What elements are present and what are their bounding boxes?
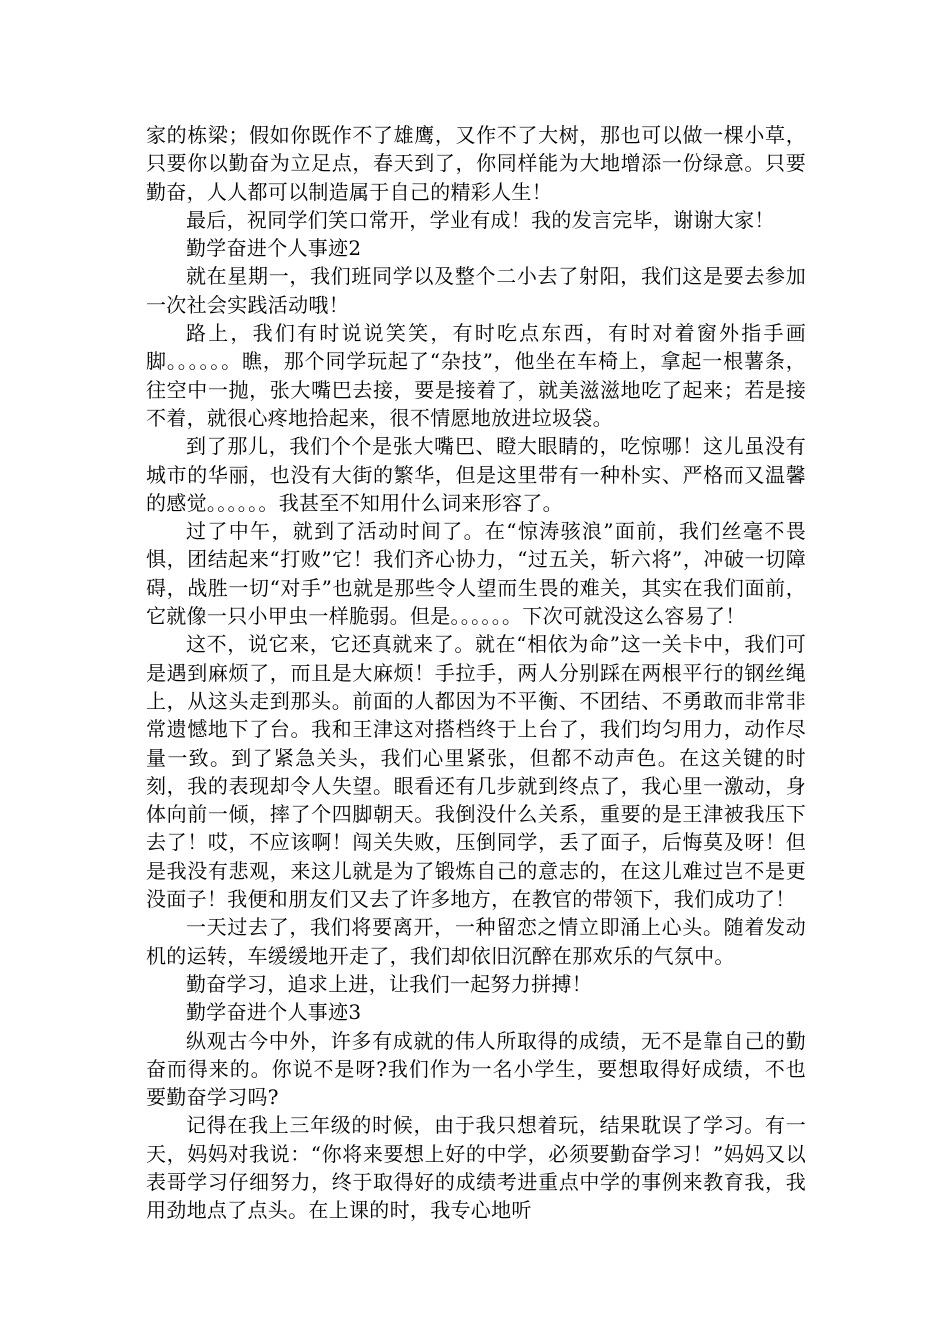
section-heading-3: 勤学奋进个人事迹3 xyxy=(186,1000,362,1025)
paragraph-5: 路上，我们有时说说笑笑，有时吃点东西，有时对着窗外指手画脚。。。。。。瞧，那个同学玩起了“杂技”，他坐在车椅上，拿起一根薯条，往空中一抛，张大嘴巴去接，要是接着了，就美滋滋地吃了起来；若是接不着，就很心疼地拾起来，很不情愿地放进垃圾袋。 xyxy=(146,321,806,430)
paragraph-4: 就在星期一，我们班同学以及整个二小去了射阳，我们这是要去参加一次社会实践活动哦！ xyxy=(146,264,806,317)
paragraph-9: 一天过去了，我们将要离开，一种留恋之情立即涌上心头。随着发动机的运转，车缓缓地开走了，我们却依旧沉醉在那欢乐的气氛中。 xyxy=(146,915,806,968)
paragraph-2: 最后，祝同学们笑口常开，学业有成！我的发言完毕，谢谢大家！ xyxy=(186,207,775,232)
section-heading-2: 勤学奋进个人事迹2 xyxy=(186,236,362,261)
paragraph-10: 勤奋学习，追求上进，让我们一起努力拼搏！ xyxy=(186,971,592,996)
paragraph-8: 这不，说它来，它还真就来了。就在“相依为命”这一关卡中，我们可是遇到麻烦了，而且是大麻烦！手拉手，两人分别踩在两根平行的钢丝绳上，从这头走到那头。前面的人都因为不平衡、不团结、不勇敢而非常非常遗憾地下了台。我和王津这对搭档终于上台了，我们均匀用力，动作尽量一致。到了紧急关头，我们心里紧张，但都不动声色。在这关键的时刻，我的表现却令人失望。眼看还有几步就到终点了，我心里一激动，身体向前一倾，摔了个四脚朝天。我倒没什么关系，重要的是王津被我压下去了！哎，不应该啊！闯关失败，压倒同学，丢了面子，后悔莫及呀！但是我没有悲观，来这儿就是为了锻炼自己的意志的，在这儿难过岂不是更没面子！我便和朋友们又去了许多地方，在教官的带领下，我们成功了！ xyxy=(146,632,806,912)
paragraph-12: 纵观古今中外，许多有成就的伟人所取得的成绩，无不是靠自己的勤奋而得来的。你说不是呀?我们作为一名小学生，要想取得好成绩，不也要勤奋学习吗? xyxy=(146,1028,806,1110)
paragraph-1: 家的栋梁；假如你既作不了雄鹰，又作不了大树，那也可以做一棵小草，只要你以勤奋为立足点，春天到了，你同样能为大地增添一份绿意。只要勤奋，人人都可以制造属于自己的精彩人生！ xyxy=(146,123,806,204)
paragraph-7: 过了中午，就到了活动时间了。在“惊涛骇浪”面前，我们丝毫不畏惧，团结起来“打败”它！我们齐心协力，“过五关，斩六将”，冲破一切障碍，战胜一切“对手”也就是那些令人望而生畏的难关，其实在我们面前，它就像一只小甲虫一样脆弱。但是。。。。。。下次可就没这么容易了！ xyxy=(146,519,806,629)
paragraph-6: 到了那儿，我们个个是张大嘴巴、瞪大眼睛的，吃惊哪！这儿虽没有城市的华丽，也没有大街的繁华，但是这里带有一种朴实、严格而又温馨的感觉。。。。。。我甚至不知用什么词来形容了。 xyxy=(146,434,806,515)
paragraph-13: 记得在我上三年级的时候，由于我只想着玩，结果耽误了学习。有一天，妈妈对我说：“你将来要想上好的中学，必须要勤奋学习！”妈妈又以表哥学习仔细努力，终于取得好的成绩考进重点中学的事例来教育我，我用劲地点了点头。在上课的时，我专心地听 xyxy=(146,1113,806,1223)
